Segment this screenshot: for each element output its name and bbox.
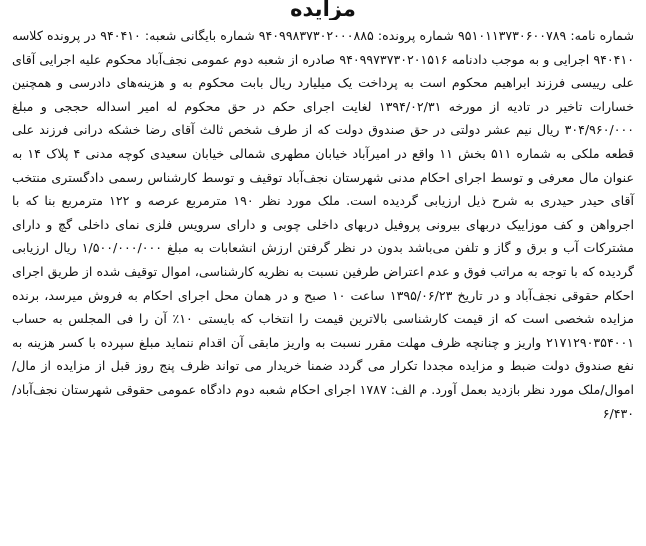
notice-body: شماره نامه: ۹۵۱۰۱۱۳۷۳۰۶۰۰۷۸۹ شماره پرونده: ۹۴۰۹۹۸۳۷۳۰۲۰۰۰۸۸۵ شماره بایگانی شعبه: ۹۴۰۴۱۰ در پرونده کلاسه ۹۴۰۴۱۰ اجرایی و به موجب دادنامه ۹۴۰۹۹۷۳۷۳۰۲۰۱۵۱۶ صادره از شعبه دوم عمومی نجف‌آباد محکوم علیه اجرایی آقای علی رییسی فرزند ابراهیم محکوم است به پرداخت یک میلیارد ریال بابت محکوم به و هزینه‌های دادرسی و همچنین خسارات تاخیر در تادیه از مورخه ۱۳۹۴/۰۲/۳۱ لغایت اجرای حکم در حق محکوم له امیر اسداله حججی و مبلغ ۳۰۴/۹۶۰/۰۰۰ ریال نیم عشر دولتی در حق صندوق دولت که از طرف شخص ثالث آقای رضا خشکه درانی فرزند علی قطعه ملکی به شماره ۵۱۱ بخش ۱۱ واقع در امیرآباد خیابان مطهری شمالی خیابان سعیدی کوچه مدنی ۴ پلاک ۱۴ به عنوان مال معرفی و توسط اجرای احکام مدنی شهرستان نجف‌آباد توقیف و توسط کارشناس رسمی دادگستری منتخب آقای حیدر حیدری به شرح ذیل ارزیابی گردیده است. ملک مورد نظر ۱۹۰ مترمربع عرصه و ۱۲۲ مترمربع بنا که با اجرواهن و کف موزاییک دربهای بیرونی پروفیل دربهای داخلی چوبی و دارای سرویس فلزی نمای داخلی گچ و دارای مشترکات آب و برق و گاز و تلفن می‌باشد بدون در نظر گرفتن ارزش انشعابات به مبلغ ۱/۵۰۰/۰۰۰/۰۰۰ ریال ارزیابی گردیده که با توجه به مراتب فوق و عدم اعتراض طرفین نسبت به نظریه کارشناسی، اموال توقیف شده از طریق اجرای احکام حقوقی نجف‌آباد و در تاریخ ۱۳۹۵/۰۶/۲۳ ساعت ۱۰ صبح و در همان محل اجرای احکام به فروش میرسد، برنده مزایده شخصی است که از قیمت کارشناسی بالاترین قیمت را انتخاب که بایستی ۱۰٪ آن را فی المجلس به حساب ۲۱۷۱۲۹۰۳۵۴۰۰۱ واریز و چنانچه ظرف مهلت مقرر نسبت به واریز مابقی آن اقدام ننماید مبلغ سپرده با کسر هزینه به نفع صندوق دولت ضبط و مزایده مجددا تکرار می گردد ضمنا خریدار می تواند ظرف پنج روز قبل از مزایده از مال/اموال/ملک مورد نظر بازدید بعمل آورد. م الف: ۱۷۸۷ اجرای احکام شعبه دوم دادگاه عمومی حقوقی شهرستان نجف‌آباد/۶/۴۳۰ — [12, 28, 635, 421]
notice-title: مزایده — [290, 0, 356, 20]
